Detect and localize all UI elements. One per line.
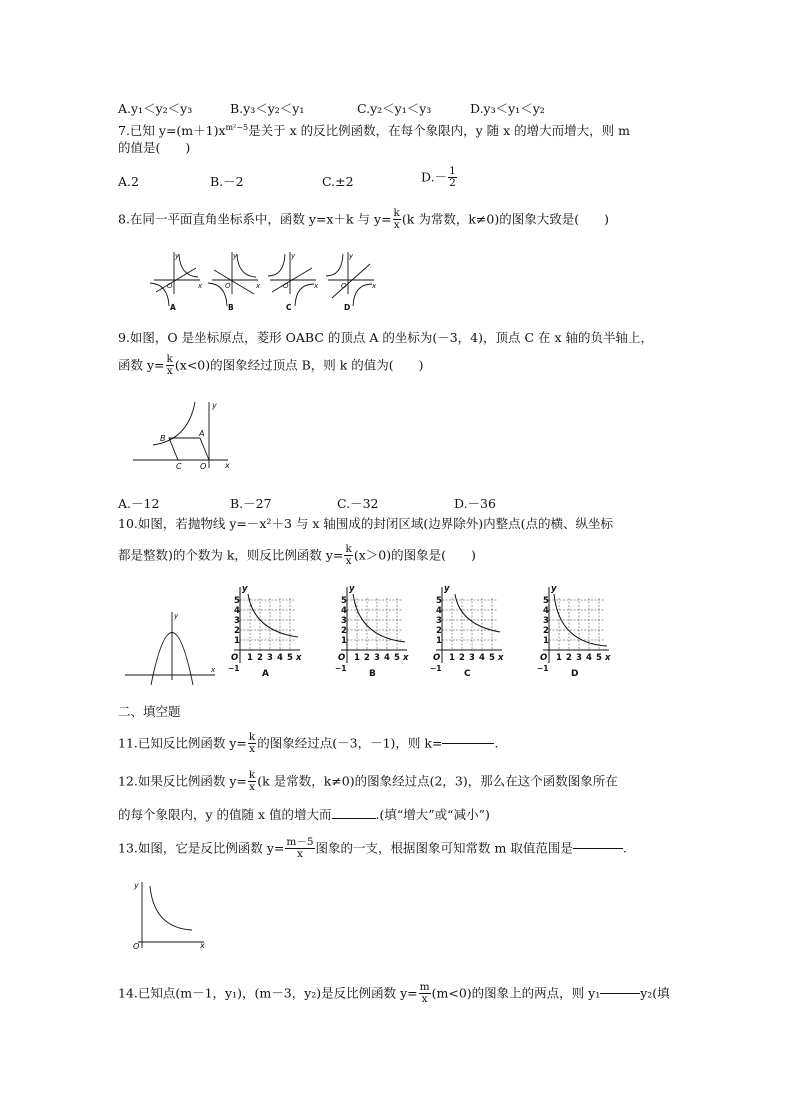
svg-text:5: 5 xyxy=(234,596,240,606)
svg-text:x: x xyxy=(225,461,230,470)
svg-text:x: x xyxy=(314,282,319,290)
svg-text:4: 4 xyxy=(234,606,240,616)
q10-parabola xyxy=(125,610,220,680)
svg-text:4: 4 xyxy=(436,606,442,616)
q10-graph-d xyxy=(537,585,613,677)
svg-text:4: 4 xyxy=(341,606,347,616)
svg-text:3: 3 xyxy=(576,653,582,663)
q7-option-c: C.±2 xyxy=(322,174,354,189)
q14-answer-blank[interactable] xyxy=(600,993,640,994)
svg-text:3: 3 xyxy=(543,616,549,626)
q8-graph-b xyxy=(208,252,258,306)
svg-text:5: 5 xyxy=(394,653,400,663)
svg-text:3: 3 xyxy=(234,616,240,626)
svg-text:A: A xyxy=(199,429,205,438)
svg-text:O: O xyxy=(338,653,346,663)
svg-text:3: 3 xyxy=(436,616,442,626)
q6-option-d: D.y₃＜y₁＜y₂ xyxy=(470,101,545,116)
svg-text:x: x xyxy=(498,653,504,663)
svg-text:4: 4 xyxy=(479,653,485,663)
q7-option-a: A.2 xyxy=(118,174,139,189)
svg-text:O: O xyxy=(167,282,173,290)
svg-text:C: C xyxy=(176,462,182,471)
svg-text:y: y xyxy=(551,584,557,594)
q7-line2: 的值是( ) xyxy=(118,140,191,155)
svg-text:B: B xyxy=(160,434,166,443)
q6-option-a: A.y₁＜y₂＜y₃ xyxy=(118,101,193,116)
svg-text:2: 2 xyxy=(341,626,347,636)
svg-text:5: 5 xyxy=(596,653,602,663)
svg-text:y: y xyxy=(233,252,238,260)
svg-text:1: 1 xyxy=(354,653,360,663)
svg-text:1: 1 xyxy=(341,636,347,646)
svg-text:O: O xyxy=(341,282,347,290)
svg-text:x: x xyxy=(200,941,205,950)
section-title: 二、填空题 xyxy=(118,704,181,719)
q9-line1: 9.如图，O 是坐标原点，菱形 OABC 的顶点 A 的坐标为(－3，4)，顶点 C 在 x 轴的负半轴上， xyxy=(118,330,653,345)
q10-graph-a xyxy=(228,585,304,677)
q9-option-a: A.－12 xyxy=(118,496,160,511)
svg-text:5: 5 xyxy=(341,596,347,606)
svg-text:y: y xyxy=(134,881,139,890)
q13-figure xyxy=(128,880,208,950)
svg-text:3: 3 xyxy=(469,653,475,663)
svg-text:4: 4 xyxy=(543,606,549,616)
svg-text:x: x xyxy=(372,282,377,290)
svg-text:3: 3 xyxy=(374,653,380,663)
svg-text:y: y xyxy=(291,252,296,260)
svg-text:y: y xyxy=(175,252,180,260)
q13-answer-blank[interactable] xyxy=(573,848,623,849)
svg-text:5: 5 xyxy=(287,653,293,663)
q6-option-b: B.y₃＜y₂＜y₁ xyxy=(230,101,305,116)
q9-option-c: C.－32 xyxy=(337,496,379,511)
svg-text:1: 1 xyxy=(436,636,442,646)
q9-figure xyxy=(133,400,233,470)
q14-stem: 14.已知点(m－1，y₁)，(m－3，y₂)是反比例函数 y= $\frac{m}{x}$ (m<0)的图象上的两点，则 y₁ y₂(填 xyxy=(118,981,670,1005)
q8-label-d: D xyxy=(344,303,351,312)
q8-graphs xyxy=(152,250,392,310)
q8-label-c: C xyxy=(286,303,292,312)
svg-text:y: y xyxy=(242,584,248,594)
svg-text:y: y xyxy=(212,401,217,410)
q8-label-b: B xyxy=(228,303,234,312)
svg-text:y: y xyxy=(174,612,179,620)
q9-option-d: D.－36 xyxy=(454,496,496,511)
svg-text:O: O xyxy=(133,942,140,951)
svg-text:4: 4 xyxy=(277,653,283,663)
svg-text:−1: −1 xyxy=(228,664,240,673)
svg-text:1: 1 xyxy=(247,653,253,663)
svg-text:4: 4 xyxy=(586,653,592,663)
svg-text:y: y xyxy=(349,252,354,260)
svg-text:x: x xyxy=(256,282,261,290)
q11-stem: 11.已知反比例函数 y= $\frac{k}{x}$ 的图象经过点(－3，－1)，则 k= . xyxy=(118,731,499,755)
svg-text:2: 2 xyxy=(459,653,465,663)
q10-label-d: D xyxy=(571,669,579,679)
svg-text:y: y xyxy=(444,584,450,594)
q7-option-d: D.－ $\frac{1}{2}$ xyxy=(421,165,456,189)
svg-text:x: x xyxy=(403,653,409,663)
svg-text:2: 2 xyxy=(543,626,549,636)
q13-stem: 13.如图，它是反比例函数 y= $\frac{m-5}{x}$ 图象的一支，根据图象可知常数 m 取值范围是 . xyxy=(118,836,627,860)
svg-text:4: 4 xyxy=(384,653,390,663)
svg-text:5: 5 xyxy=(489,653,495,663)
q6-option-c: C.y₂＜y₁＜y₃ xyxy=(357,101,432,116)
svg-text:1: 1 xyxy=(556,653,562,663)
svg-text:3: 3 xyxy=(341,616,347,626)
svg-text:5: 5 xyxy=(543,596,549,606)
q10-graph-b xyxy=(335,585,411,677)
q8-graph-a xyxy=(150,252,200,306)
svg-text:O: O xyxy=(225,282,231,290)
q8-graph-c xyxy=(268,252,316,306)
q10-graph-c xyxy=(430,585,506,677)
q10-label-b: B xyxy=(369,669,376,679)
svg-text:3: 3 xyxy=(267,653,273,663)
q12-line2: 的每个象限内，y 的值随 x 值的增大而 .(填“增大”或“减小”) xyxy=(118,807,490,822)
svg-text:x: x xyxy=(198,282,203,290)
svg-text:−1: −1 xyxy=(537,664,549,673)
svg-text:5: 5 xyxy=(436,596,442,606)
svg-text:−1: −1 xyxy=(335,664,347,673)
svg-text:1: 1 xyxy=(543,636,549,646)
q10-line2: 都是整数)的个数为 k，则反比例函数 y= $\frac{k}{x}$ (x＞0)的图象是( ) xyxy=(118,543,476,567)
svg-text:2: 2 xyxy=(566,653,572,663)
svg-text:x: x xyxy=(296,653,302,663)
q12-line1: 12.如果反比例函数 y= $\frac{k}{x}$ (k 是常数，k≠0)的图象经过点(2，3)，那么在这个函数图象所在 xyxy=(118,769,618,793)
svg-text:x: x xyxy=(211,666,216,674)
q9-option-b: B.－27 xyxy=(230,496,272,511)
q7-line1: 7.已知 $y=(m+1)x^{m^2-5}$是关于 x 的反比例函数，在每个象限内，y 随 x 的增大而增大，则 m xyxy=(118,123,630,139)
svg-text:2: 2 xyxy=(436,626,442,636)
svg-text:2: 2 xyxy=(364,653,370,663)
svg-text:x: x xyxy=(605,653,611,663)
svg-text:1: 1 xyxy=(449,653,455,663)
q8-stem: 8.在同一平面直角坐标系中，函数 y=x＋k 与 y= $\frac{k}{x}$ (k 为常数，k≠0)的图象大致是( ) xyxy=(118,207,609,231)
svg-text:1: 1 xyxy=(234,636,240,646)
q11-answer-blank[interactable] xyxy=(442,743,494,744)
q9-line2: 函数 y= $\frac{k}{x}$ (x<0)的图象经过顶点 B，则 k 的值为( ) xyxy=(118,353,424,377)
q10-label-a: A xyxy=(262,669,269,679)
svg-text:O: O xyxy=(433,653,441,663)
svg-text:y: y xyxy=(349,584,355,594)
svg-text:2: 2 xyxy=(234,626,240,636)
svg-text:2: 2 xyxy=(257,653,263,663)
svg-text:O: O xyxy=(540,653,548,663)
q10-line1: 10.如图，若抛物线 y=－x²＋3 与 x 轴围成的封闭区域(边界除外)内整点(点的横、纵坐标 xyxy=(118,516,614,531)
svg-text:O: O xyxy=(283,282,289,290)
q8-label-a: A xyxy=(170,303,176,312)
q8-graph-d xyxy=(326,252,374,306)
svg-text:O: O xyxy=(231,653,239,663)
q12-answer-blank[interactable] xyxy=(332,806,376,819)
q10-label-c: C xyxy=(464,669,471,679)
svg-text:−1: −1 xyxy=(430,664,442,673)
svg-text:O: O xyxy=(200,462,207,471)
q7-option-b: B.－2 xyxy=(210,174,244,189)
